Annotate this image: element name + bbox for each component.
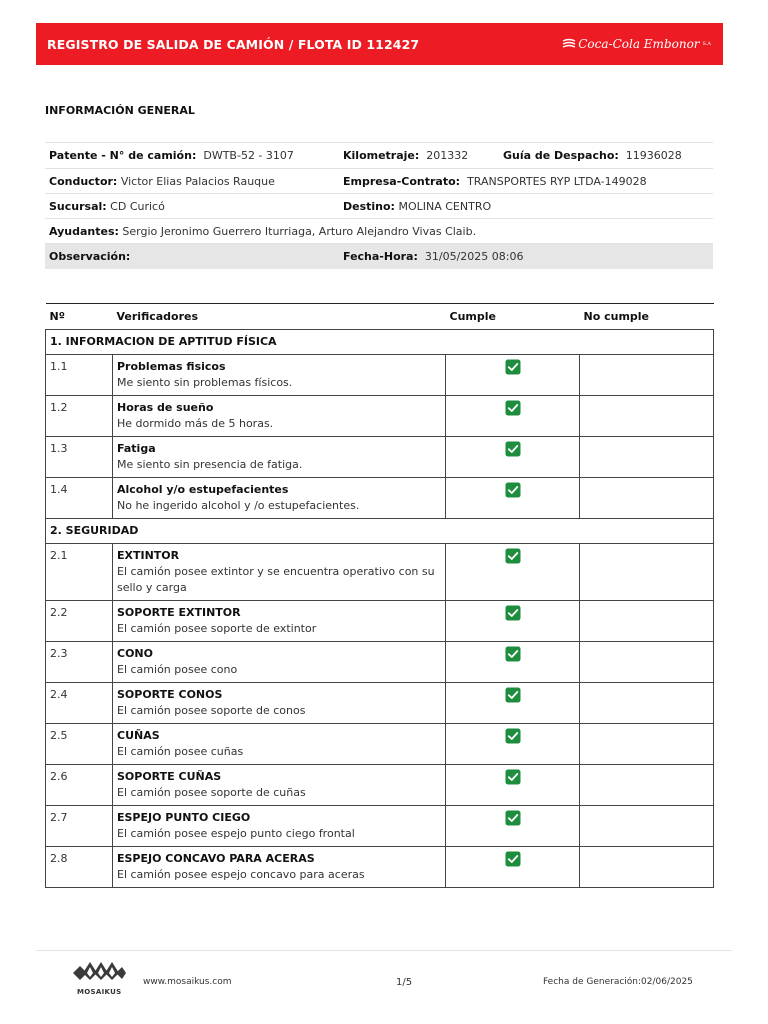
cumple-cell[interactable]	[446, 765, 580, 806]
checkbox-checked-icon[interactable]	[505, 810, 521, 826]
destino-value: MOLINA CENTRO	[398, 199, 492, 213]
checkbox-checked-icon[interactable]	[505, 548, 521, 564]
item-number	[46, 478, 113, 519]
item-number	[46, 847, 113, 888]
item-description: No he ingerido alcohol y /o estupefacientes.	[117, 499, 360, 512]
item-description: El camión posee cuñas	[117, 745, 244, 758]
observacion-cell	[45, 244, 339, 269]
general-info-table	[45, 142, 713, 269]
coca-cola-swirl-icon	[562, 38, 576, 50]
no-cumple-cell[interactable]	[580, 355, 714, 396]
item-verifier	[113, 642, 446, 683]
cumple-cell[interactable]	[446, 544, 580, 601]
item-title: Alcohol y/o estupefacientes	[117, 483, 289, 496]
ayudantes-label: Ayudantes:	[49, 224, 119, 238]
checklist-row	[46, 642, 714, 683]
item-title: Horas de sueño	[117, 401, 214, 414]
item-title: Fatiga	[117, 442, 156, 455]
checklist-row	[46, 437, 714, 478]
no-cumple-cell[interactable]	[580, 724, 714, 765]
item-number	[46, 765, 113, 806]
info-row	[45, 244, 713, 269]
info-row	[45, 143, 713, 169]
item-verifier	[113, 478, 446, 519]
item-number	[46, 437, 113, 478]
col-num: Nº	[46, 304, 113, 330]
item-verifier	[113, 544, 446, 601]
item-description: El camión posee cono	[117, 663, 238, 676]
cumple-cell[interactable]	[446, 724, 580, 765]
checkbox-checked-icon[interactable]	[505, 728, 521, 744]
observacion-label: Observación:	[49, 249, 131, 263]
checkbox-checked-icon[interactable]	[505, 769, 521, 785]
item-verifier	[113, 847, 446, 888]
checkbox-checked-icon[interactable]	[505, 359, 521, 375]
item-verifier	[113, 355, 446, 396]
footer-logo-text: MOSAIKUS	[77, 988, 122, 996]
cumple-cell[interactable]	[446, 847, 580, 888]
checklist-row	[46, 847, 714, 888]
item-title: Problemas fisicos	[117, 360, 226, 373]
item-title: SOPORTE EXTINTOR	[117, 606, 241, 619]
item-number-text: 2.5	[50, 729, 68, 742]
item-number-text: 2.1	[50, 549, 68, 562]
checklist-row	[46, 396, 714, 437]
item-number	[46, 544, 113, 601]
item-number	[46, 683, 113, 724]
item-number	[46, 724, 113, 765]
destino-label: Destino:	[343, 199, 395, 213]
checklist-row	[46, 601, 714, 642]
guia-value: 11936028	[625, 149, 682, 162]
info-row	[45, 169, 713, 194]
guia-label: Guía de Despacho:	[503, 149, 619, 162]
conductor-value: Victor Elias Palacios Rauque	[120, 174, 275, 188]
item-verifier	[113, 724, 446, 765]
col-no-cumple: No cumple	[580, 304, 714, 330]
no-cumple-cell[interactable]	[580, 765, 714, 806]
item-title: EXTINTOR	[117, 549, 180, 562]
sucursal-cell	[45, 194, 339, 219]
item-number-text: 2.4	[50, 688, 68, 701]
document-title: REGISTRO DE SALIDA DE CAMIÓN / FLOTA ID 112427	[47, 36, 420, 52]
item-number-text: 2.6	[50, 770, 68, 783]
section-row	[46, 519, 714, 544]
section-title-general: INFORMACIÓN GENERAL	[45, 104, 195, 117]
item-number	[46, 642, 113, 683]
checklist-row	[46, 544, 714, 601]
checkbox-checked-icon[interactable]	[505, 605, 521, 621]
checkbox-checked-icon[interactable]	[505, 400, 521, 416]
checkbox-checked-icon[interactable]	[505, 687, 521, 703]
item-description: El camión posee espejo punto ciego frontal	[117, 827, 355, 840]
checkbox-checked-icon[interactable]	[505, 851, 521, 867]
no-cumple-cell[interactable]	[580, 601, 714, 642]
item-number-text: 1.3	[50, 442, 68, 455]
kilometraje-label: Kilometraje:	[343, 149, 420, 162]
item-verifier	[113, 683, 446, 724]
item-verifier	[113, 806, 446, 847]
section-row	[46, 330, 714, 355]
checkbox-checked-icon[interactable]	[505, 441, 521, 457]
checklist-row	[46, 478, 714, 519]
checklist-table	[45, 303, 714, 888]
conductor-cell	[45, 169, 339, 194]
item-title: ESPEJO CONCAVO PARA ACERAS	[117, 852, 315, 865]
no-cumple-cell[interactable]	[580, 683, 714, 724]
section-header-2: 2. SEGURIDAD	[46, 519, 714, 544]
item-number	[46, 806, 113, 847]
section-header-1: 1. INFORMACION DE APTITUD FÍSICA	[46, 330, 714, 355]
fecha-cell	[339, 244, 713, 269]
checklist-row	[46, 355, 714, 396]
patente-label: Patente - N° de camión:	[49, 149, 197, 162]
item-description: Me siento sin problemas físicos.	[117, 376, 293, 389]
item-number-text: 2.2	[50, 606, 68, 619]
item-number-text: 1.1	[50, 360, 68, 373]
fecha-label: Fecha-Hora:	[343, 249, 418, 263]
guia-cell	[499, 143, 713, 169]
item-title: ESPEJO PUNTO CIEGO	[117, 811, 251, 824]
sucursal-label: Sucursal:	[49, 199, 107, 213]
info-row	[45, 219, 713, 244]
col-verificadores: Verificadores	[113, 304, 446, 330]
cumple-cell[interactable]	[446, 437, 580, 478]
item-title: SOPORTE CUÑAS	[117, 770, 222, 783]
patente-value: DWTB-52 - 3107	[203, 149, 294, 162]
item-description: El camión posee soporte de conos	[117, 704, 306, 717]
empresa-label: Empresa-Contrato:	[343, 174, 461, 188]
conductor-label: Conductor:	[49, 174, 118, 188]
no-cumple-cell[interactable]	[580, 847, 714, 888]
empresa-cell	[339, 169, 713, 194]
no-cumple-cell[interactable]	[580, 544, 714, 601]
item-verifier	[113, 396, 446, 437]
item-description: El camión posee soporte de cuñas	[117, 786, 306, 799]
checklist-row	[46, 724, 714, 765]
checklist-header-row	[46, 304, 714, 330]
cumple-cell[interactable]	[446, 478, 580, 519]
item-number	[46, 396, 113, 437]
item-number-text: 2.8	[50, 852, 68, 865]
checklist-row	[46, 683, 714, 724]
generation-date: Fecha de Generación:02/06/2025	[543, 977, 693, 987]
item-description: El camión posee extintor y se encuentra operativo con su sello y carga	[117, 565, 435, 594]
item-number	[46, 355, 113, 396]
footer-url[interactable]: www.mosaikus.com	[143, 977, 232, 987]
item-verifier	[113, 437, 446, 478]
kilometraje-value: 201332	[426, 149, 469, 162]
cumple-cell[interactable]	[446, 355, 580, 396]
item-description: El camión posee soporte de extintor	[117, 622, 317, 635]
cumple-cell[interactable]	[446, 642, 580, 683]
item-number-text: 2.3	[50, 647, 68, 660]
item-title: CUÑAS	[117, 729, 160, 742]
info-row	[45, 194, 713, 219]
checkbox-checked-icon[interactable]	[505, 482, 521, 498]
brand-logo	[562, 37, 711, 51]
patente-cell	[45, 143, 339, 169]
cumple-cell[interactable]	[446, 683, 580, 724]
cumple-cell[interactable]	[446, 601, 580, 642]
cumple-cell[interactable]	[446, 806, 580, 847]
item-description: He dormido más de 5 horas.	[117, 417, 274, 430]
no-cumple-cell[interactable]	[580, 437, 714, 478]
kilometraje-cell	[339, 143, 499, 169]
cumple-cell[interactable]	[446, 396, 580, 437]
brand-suffix: S.A	[702, 41, 711, 47]
ayudantes-cell	[45, 219, 713, 244]
item-verifier	[113, 601, 446, 642]
item-number-text: 1.4	[50, 483, 68, 496]
ayudantes-value: Sergio Jeronimo Guerrero Iturriaga, Arturo Alejandro Vivas Claib.	[122, 224, 477, 238]
col-cumple: Cumple	[446, 304, 580, 330]
destino-cell	[339, 194, 713, 219]
checklist-row	[46, 806, 714, 847]
no-cumple-cell[interactable]	[580, 642, 714, 683]
checklist-row	[46, 765, 714, 806]
item-number-text: 1.2	[50, 401, 68, 414]
item-verifier	[113, 765, 446, 806]
item-description: El camión posee espejo concavo para aceras	[117, 868, 365, 881]
item-number	[46, 601, 113, 642]
empresa-value: TRANSPORTES RYP LTDA-149028	[467, 174, 647, 188]
footer-divider	[36, 950, 732, 951]
checkbox-checked-icon[interactable]	[505, 646, 521, 662]
item-title: SOPORTE CONOS	[117, 688, 223, 701]
brand-name: Coca-Cola Embonor	[578, 37, 700, 51]
fecha-value: 31/05/2025 08:06	[424, 249, 524, 263]
no-cumple-cell[interactable]	[580, 396, 714, 437]
no-cumple-cell[interactable]	[580, 478, 714, 519]
page-number: 1/5	[396, 977, 413, 988]
item-description: Me siento sin presencia de fatiga.	[117, 458, 303, 471]
sucursal-value: CD Curicó	[110, 199, 165, 213]
no-cumple-cell[interactable]	[580, 806, 714, 847]
item-number-text: 2.7	[50, 811, 68, 824]
item-title: CONO	[117, 647, 153, 660]
header-bar	[36, 23, 723, 65]
